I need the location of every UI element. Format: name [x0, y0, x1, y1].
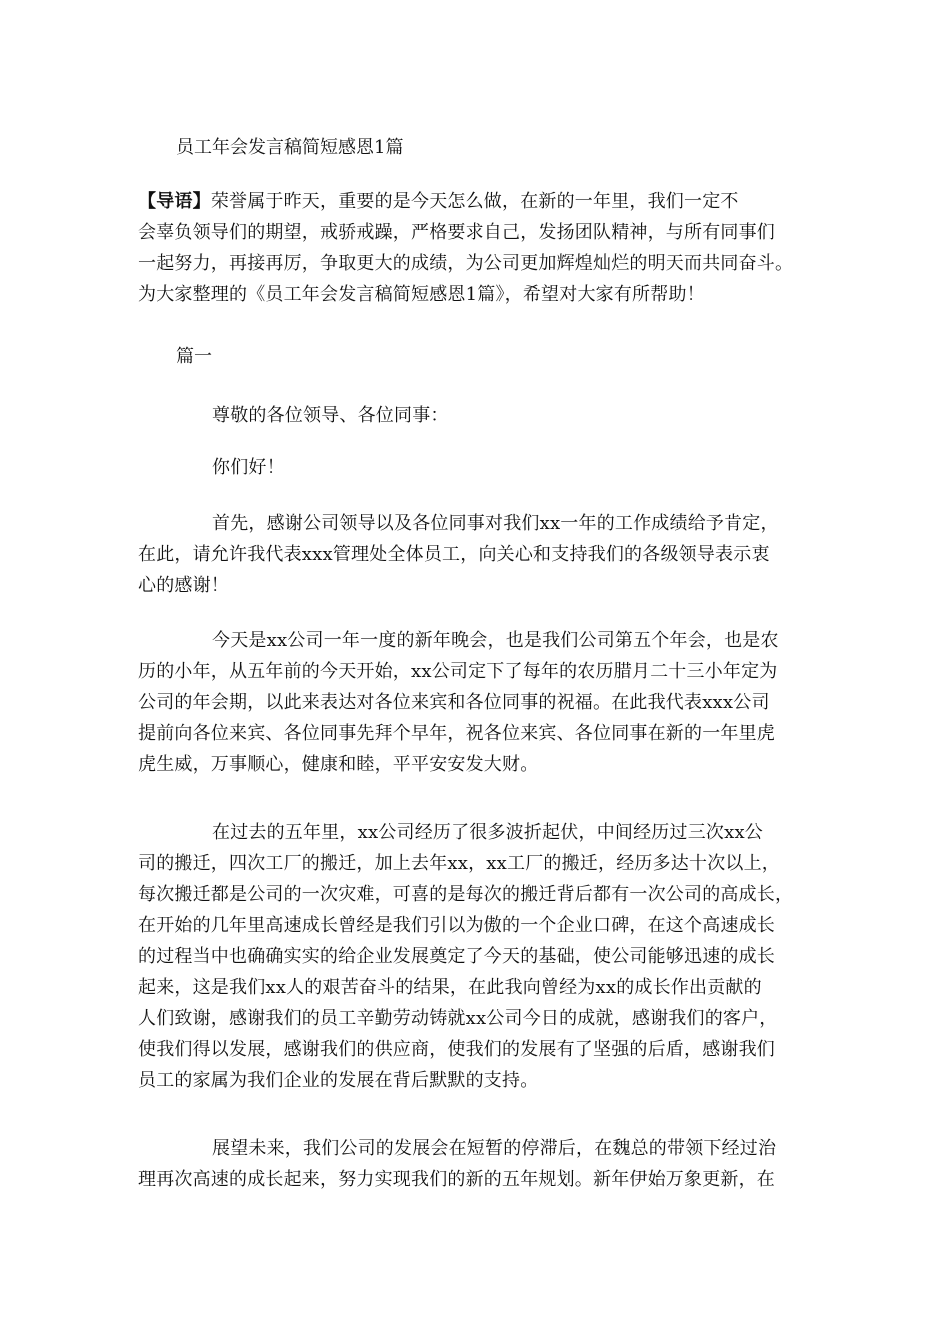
paragraph-line: 使我们得以发展，感谢我们的供应商，使我们的发展有了坚强的后盾，感谢我们 [138, 1039, 775, 1060]
document-title: 员工年会发言稿简短感恩1篇 [176, 137, 404, 158]
intro-line-3: 一起努力，再接再厉，争取更大的成绩，为公司更加辉煌灿烂的明天而共同奋斗。 [138, 253, 794, 274]
greeting [138, 452, 822, 483]
paragraph-line: 理再次高速的成长起来，努力实现我们的新的五年规划。新年伊始万象更新，在 [138, 1169, 775, 1190]
paragraph-line: 首先，感谢公司领导以及各位同事对我们xx一年的工作成绩给予肯定， [212, 513, 779, 534]
salutation-line: 尊敬的各位领导、各位同事： [212, 405, 449, 426]
paragraph-line: 司的搬迁，四次工厂的搬迁，加上去年xx，xx工厂的搬迁，经历多达十次以上， [138, 853, 781, 874]
intro-line-4: 为大家整理的《员工年会发言稿简短感恩1篇》，希望对大家有所帮助！ [138, 284, 705, 305]
paragraph-line: 的过程当中也确确实实的给企业发展奠定了今天的基础，使公司能够迅速的成长 [138, 946, 775, 967]
paragraph-line: 公司的年会期，以此来表达对各位来宾和各位同事的祝福。在此我代表xxx公司 [138, 692, 770, 713]
intro-line-1 [138, 186, 822, 217]
paragraph-1 [138, 508, 822, 601]
intro-paragraph [138, 186, 822, 310]
intro-line-1-text: 荣誉属于昨天，重要的是今天怎么做，在新的一年里，我们一定不 [210, 191, 739, 212]
paragraph-line: 提前向各位来宾、各位同事先拜个早年，祝各位来宾、各位同事在新的一年里虎 [138, 723, 775, 744]
paragraph-line: 在过去的五年里，xx公司经历了很多波折起伏，中间经历过三次xx公 [212, 822, 764, 843]
paragraph-4 [138, 1133, 822, 1195]
paragraph-line: 历的小年，从五年前的今天开始，xx公司定下了每年的农历腊月二十三小年定为 [138, 661, 778, 682]
paragraph-line: 人们致谢，感谢我们的员工辛勤劳动铸就xx公司今日的成就，感谢我们的客户， [138, 1008, 778, 1029]
paragraph-line: 今天是xx公司一年一度的新年晚会，也是我们公司第五个年会，也是农 [212, 630, 779, 651]
paragraph-line: 起来，这是我们xx人的艰苦奋斗的结果，在此我向曾经为xx的成长作出贡献的 [138, 977, 762, 998]
paragraph-3 [138, 817, 822, 1096]
paragraph-line: 在开始的几年里高速成长曾经是我们引以为傲的一个企业口碑，在这个高速成长 [138, 915, 775, 936]
paragraph-2 [138, 625, 822, 780]
intro-label: 【导语】 [138, 191, 211, 212]
paragraph-line: 在此，请允许我代表xxx管理处全体员工，向关心和支持我们的各级领导表示衷 [138, 544, 770, 565]
paragraph-line: 展望未来，我们公司的发展会在短暂的停滞后，在魏总的带领下经过治 [212, 1138, 777, 1159]
paragraph-line: 员工的家属为我们企业的发展在背后默默的支持。 [138, 1070, 539, 1091]
intro-line-2: 会辜负领导们的期望，戒骄戒躁，严格要求自己，发扬团队精神，与所有同事们 [138, 222, 775, 243]
greeting-line: 你们好！ [212, 457, 285, 478]
paragraph-line: 每次搬迁都是公司的一次灾难，可喜的是每次的搬迁背后都有一次公司的高成长， [138, 884, 794, 905]
salutation [138, 400, 822, 431]
paragraph-line: 心的感谢！ [138, 575, 229, 596]
paragraph-line: 虎生威，万事顺心，健康和睦，平平安安发大财。 [138, 754, 539, 775]
section-title: 篇一 [176, 346, 212, 367]
